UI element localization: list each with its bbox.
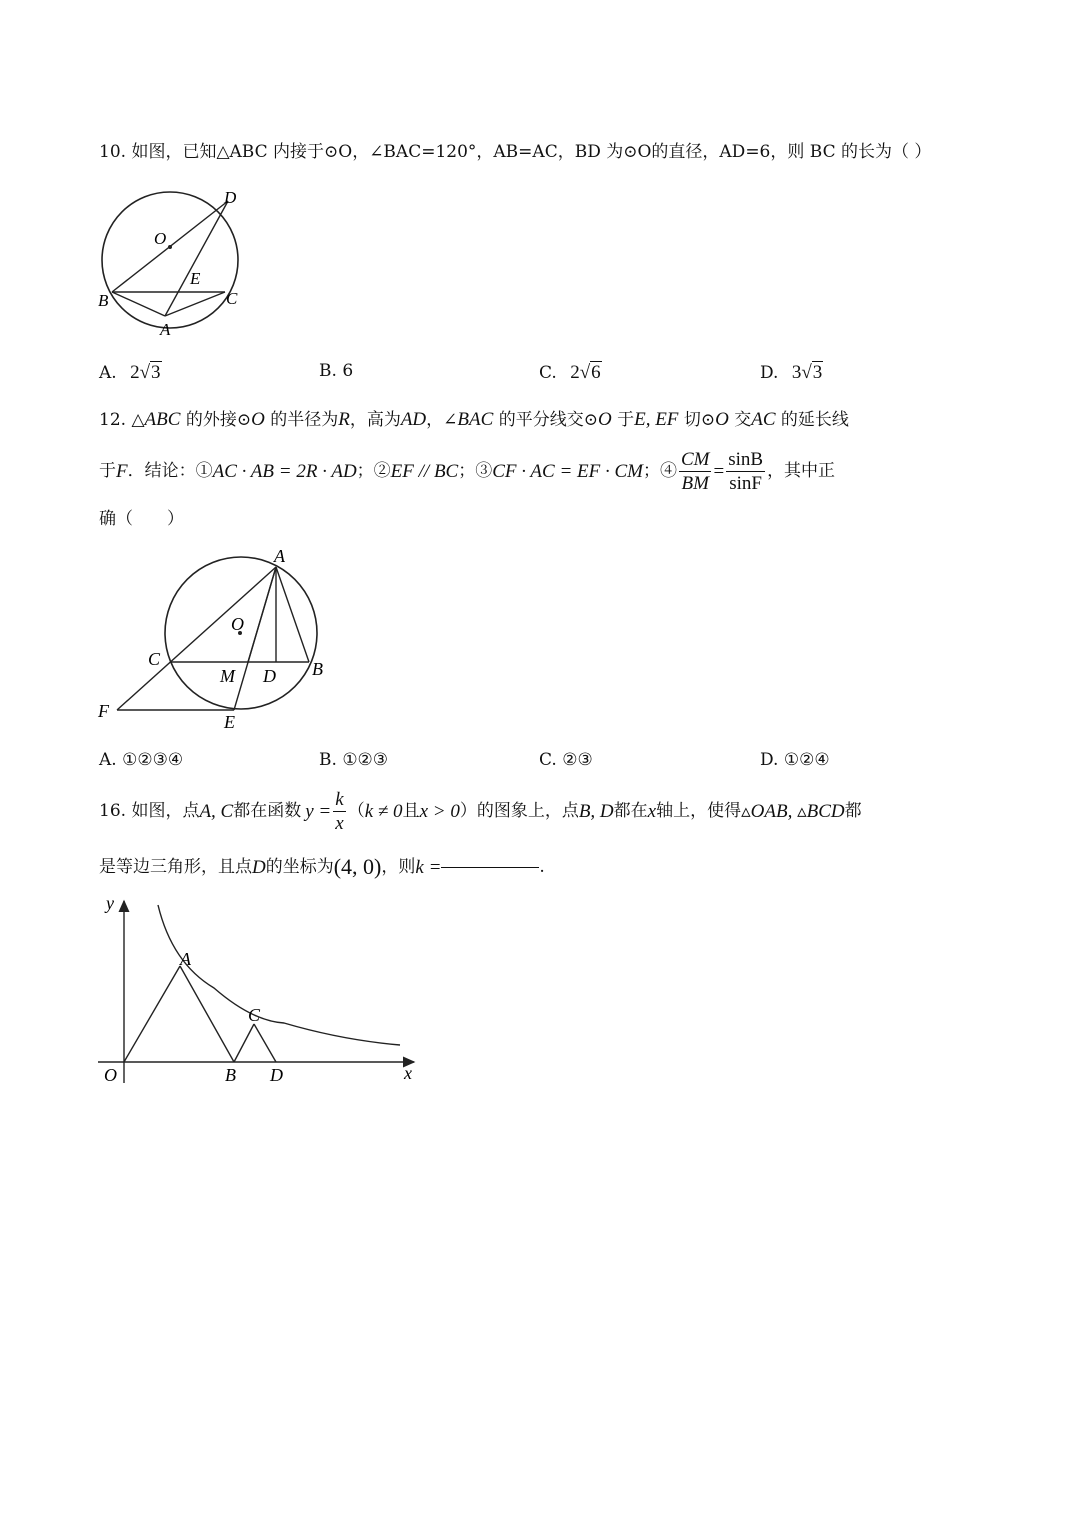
option-letter: D.: [760, 750, 779, 770]
q12-label-b: B: [312, 659, 323, 679]
q16-label-o: O: [104, 1065, 117, 1085]
q12-label-o: O: [231, 614, 244, 634]
q12-label-a: A: [274, 546, 285, 566]
q16-answer-blank[interactable]: [441, 867, 539, 868]
q12-label-e: E: [224, 712, 235, 732]
q12-stem-line3: 确（ ）: [99, 509, 184, 529]
option-letter: C.: [539, 363, 557, 383]
q12-line-ca: [117, 567, 276, 710]
q10-option-a[interactable]: A. 2√3: [99, 362, 161, 383]
option-text: ①②③: [342, 750, 389, 770]
option-coef: 3: [791, 362, 802, 383]
option-text: ②③: [562, 750, 593, 770]
option-letter: A.: [99, 750, 117, 770]
option-radicand: 6: [591, 362, 601, 383]
q10-center-dot: [168, 245, 172, 249]
q10-label-o: O: [154, 229, 167, 248]
q12-label-m: M: [220, 666, 235, 686]
q12-line-ab: [276, 567, 309, 662]
q16-line-ab: [180, 966, 234, 1062]
q10-option-d[interactable]: D. 3√3: [760, 362, 823, 383]
q16-line-bc: [234, 1024, 254, 1062]
q16-stem-line2: 是等边三角形，且点 D 的坐标为 (4, 0) ，则 k = .: [99, 854, 545, 879]
q16-label-x: x: [404, 1063, 412, 1083]
q10-chord-ad: [165, 201, 228, 316]
q16-label-a: A: [180, 949, 191, 969]
q12-label-d: D: [263, 666, 276, 686]
q16-figure: [92, 893, 422, 1093]
q16-label-c: C: [248, 1005, 261, 1025]
q16-label-b: B: [225, 1065, 236, 1085]
option-text: 6: [342, 361, 354, 381]
q12-stem-line2: 于 F ．结论：① AC · AB = 2R · AD ；② EF // BC ；③ CF · AC = EF · CM ；④ $\frac{CM}{BM}$ = $\frac{\sin B}{\sin F}$ ，其中正: [99, 448, 836, 494]
q16-line-cd: [254, 1024, 276, 1062]
q16-label-y: y: [106, 893, 114, 913]
q12-stem-line1: 12. △ABC 的外接⊙O 的半径为R，高为AD，∠BAC 的平分线交⊙O 于E, EF 切⊙O 交AC 的延长线: [99, 409, 849, 430]
option-letter: B.: [319, 750, 337, 770]
option-radicand: 3: [151, 362, 161, 383]
option-coef: 2: [570, 362, 580, 383]
q10-figure: [92, 178, 252, 340]
q12-option-d[interactable]: [760, 752, 830, 769]
q12-fraction-cm-bm: $\frac{CM}{BM}$: [680, 448, 710, 494]
q10-label-a: A: [160, 320, 171, 339]
option-letter: A.: [99, 363, 117, 383]
q10-label-c: C: [226, 289, 238, 308]
q12-option-b[interactable]: [319, 752, 388, 769]
option-text: ①②④: [783, 750, 830, 770]
q16-curve: [158, 905, 400, 1045]
q12-option-a[interactable]: [99, 752, 183, 769]
q10-chord-ac: [165, 292, 225, 316]
option-radicand: 3: [812, 362, 823, 383]
q12-line-am: [248, 567, 276, 662]
option-letter: B.: [319, 361, 337, 381]
q16-stem-line1: 16. 如图，点 A, C 都在函数 y = $\frac{k}{x}$ （ k ≠ 0 且 x > 0 ）的图象上，点 B, D 都在 x 轴上，使得 ▵OAB, ▵BCD 都: [99, 788, 862, 834]
q12-label-f: F: [98, 701, 109, 721]
q10-stem: 10. 如图，已知△ABC 内接于⊙O，∠BAC=120°，AB=AC，BD 为⊙O的直径，AD=6，则 BC 的长为（ ）: [99, 142, 932, 162]
option-letter: C.: [539, 750, 557, 770]
q10-label-d: D: [224, 188, 237, 207]
q16-fraction-k-x: $\frac{k}{x}$: [335, 788, 344, 834]
q10-label-e: E: [190, 269, 201, 288]
q12-label-c: C: [148, 649, 161, 669]
q12-fraction-sinb-sinf: $\frac{\sin B}{\sin F}$: [728, 448, 764, 494]
q10-label-b: B: [98, 291, 109, 310]
option-coef: 2: [130, 362, 140, 383]
q10-chord-ab: [112, 292, 165, 316]
q16-label-d: D: [270, 1065, 283, 1085]
q10-option-c[interactable]: C. 2√6: [539, 362, 601, 383]
q12-figure: [92, 540, 342, 740]
q10-option-b[interactable]: [319, 363, 353, 380]
option-text: ①②③④: [122, 750, 184, 770]
q12-option-c[interactable]: [539, 752, 593, 769]
q16-line-oa: [124, 966, 180, 1062]
option-letter: D.: [760, 363, 779, 383]
